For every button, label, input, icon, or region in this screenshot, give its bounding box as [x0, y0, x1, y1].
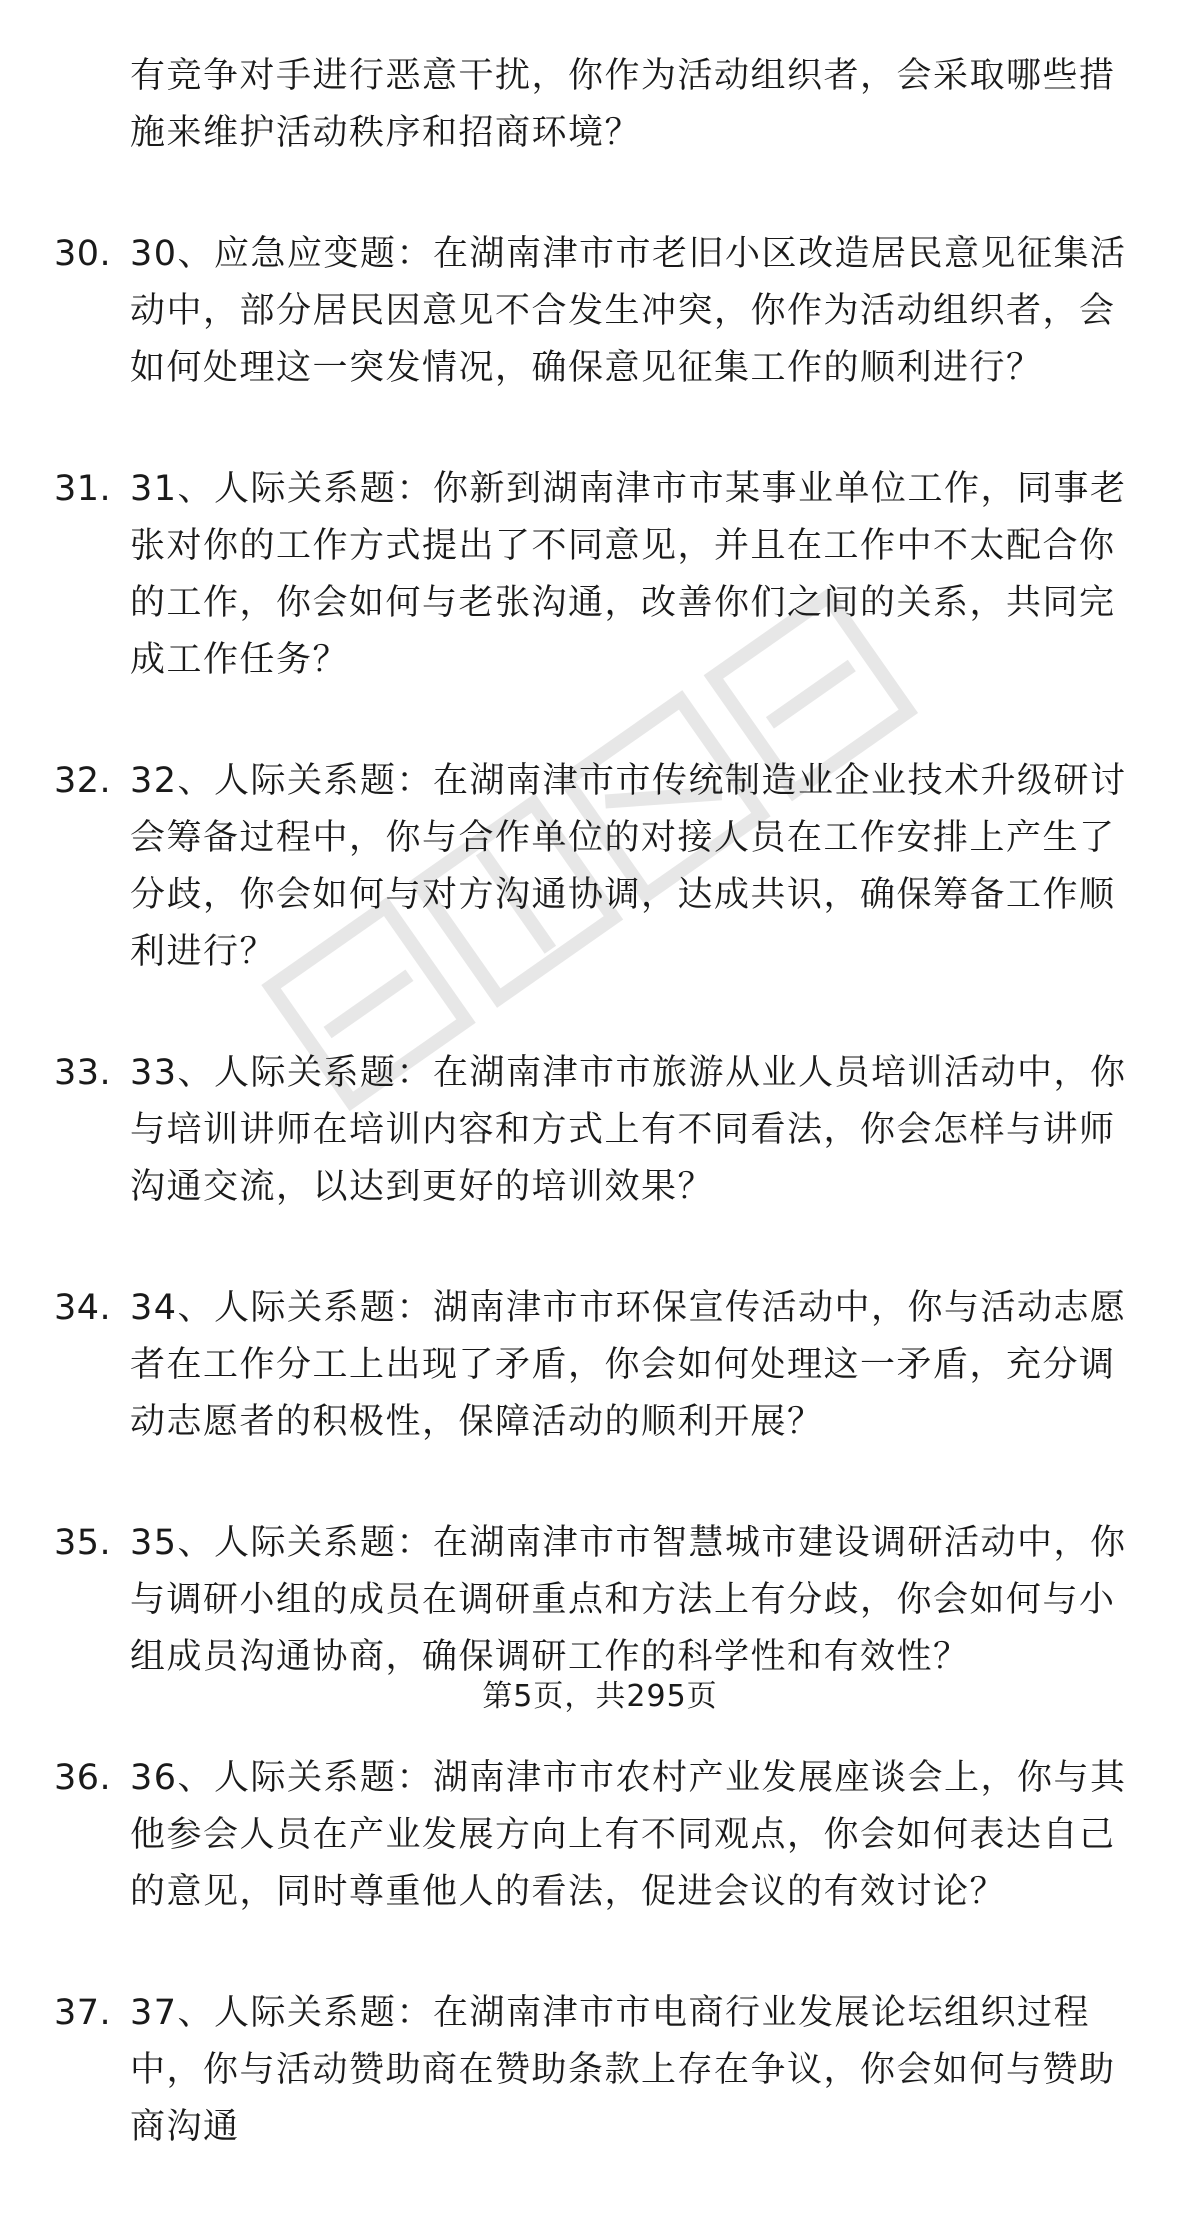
- question-number: 36.: [54, 1758, 112, 1798]
- list-item: [0, 1750, 1200, 1921]
- question-number: 32.: [54, 761, 112, 801]
- list-item: [0, 753, 1200, 981]
- question-number: 37.: [54, 1993, 112, 2033]
- question-number: 31.: [54, 469, 112, 509]
- question-text: 36、人际关系题：湖南津市市农村产业发展座谈会上，你与其他参会人员在产业发展方向上有不同观点，你会如何表达自己的意见，同时尊重他人的看法，促进会议的有效讨论？: [130, 1758, 1127, 1912]
- list-item: [0, 1515, 1200, 1686]
- question-text: 33、人际关系题：在湖南津市市旅游从业人员培训活动中，你与培训讲师在培训内容和方式上有不同看法，你会怎样与讲师沟通交流，以达到更好的培训效果？: [130, 1053, 1127, 1207]
- question-text: 37、人际关系题：在湖南津市市电商行业发展论坛组织过程中，你与活动赞助商在赞助条款上存在争议，你会如何与赞助商沟通: [130, 1993, 1116, 2147]
- list-item: [0, 1045, 1200, 1216]
- list-item: [0, 1985, 1200, 2156]
- list-item: [0, 461, 1200, 689]
- question-number: 35.: [54, 1523, 112, 1563]
- question-text: 35、人际关系题：在湖南津市市智慧城市建设调研活动中，你与调研小组的成员在调研重点和方法上有分歧，你会如何与小组成员沟通协商，确保调研工作的科学性和有效性？: [130, 1523, 1127, 1677]
- question-text: 32、人际关系题：在湖南津市市传统制造业企业技术升级研讨会筹备过程中，你与合作单位的对接人员在工作安排上产生了分歧，你会如何与对方沟通协调，达成共识，确保筹备工作顺利进行？: [130, 761, 1127, 972]
- question-text: 31、人际关系题：你新到湖南津市市某事业单位工作，同事老张对你的工作方式提出了不同意见，并且在工作中不太配合你的工作，你会如何与老张沟通，改善你们之间的关系，共同完成工作任务？: [130, 469, 1127, 680]
- continuation-paragraph: [0, 48, 1200, 162]
- continuation-text: 有竞争对手进行恶意干扰，你作为活动组织者，会采取哪些措施来维护活动秩序和招商环境？: [130, 56, 1116, 153]
- question-text: 30、应急应变题：在湖南津市市老旧小区改造居民意见征集活动中，部分居民因意见不合发生冲突，你作为活动组织者，会如何处理这一突发情况，确保意见征集工作的顺利进行？: [130, 234, 1127, 388]
- question-number: 33.: [54, 1053, 112, 1093]
- question-text: 34、人际关系题：湖南津市市环保宣传活动中，你与活动志愿者在工作分工上出现了矛盾，你会如何处理这一矛盾，充分调动志愿者的积极性，保障活动的顺利开展？: [130, 1288, 1127, 1442]
- question-number: 30.: [54, 234, 112, 274]
- question-list: [0, 48, 1200, 2220]
- list-item: [0, 226, 1200, 397]
- list-item: [0, 1280, 1200, 1451]
- question-number: 34.: [54, 1288, 112, 1328]
- page-footer: 第5页，共295页: [482, 1679, 718, 1714]
